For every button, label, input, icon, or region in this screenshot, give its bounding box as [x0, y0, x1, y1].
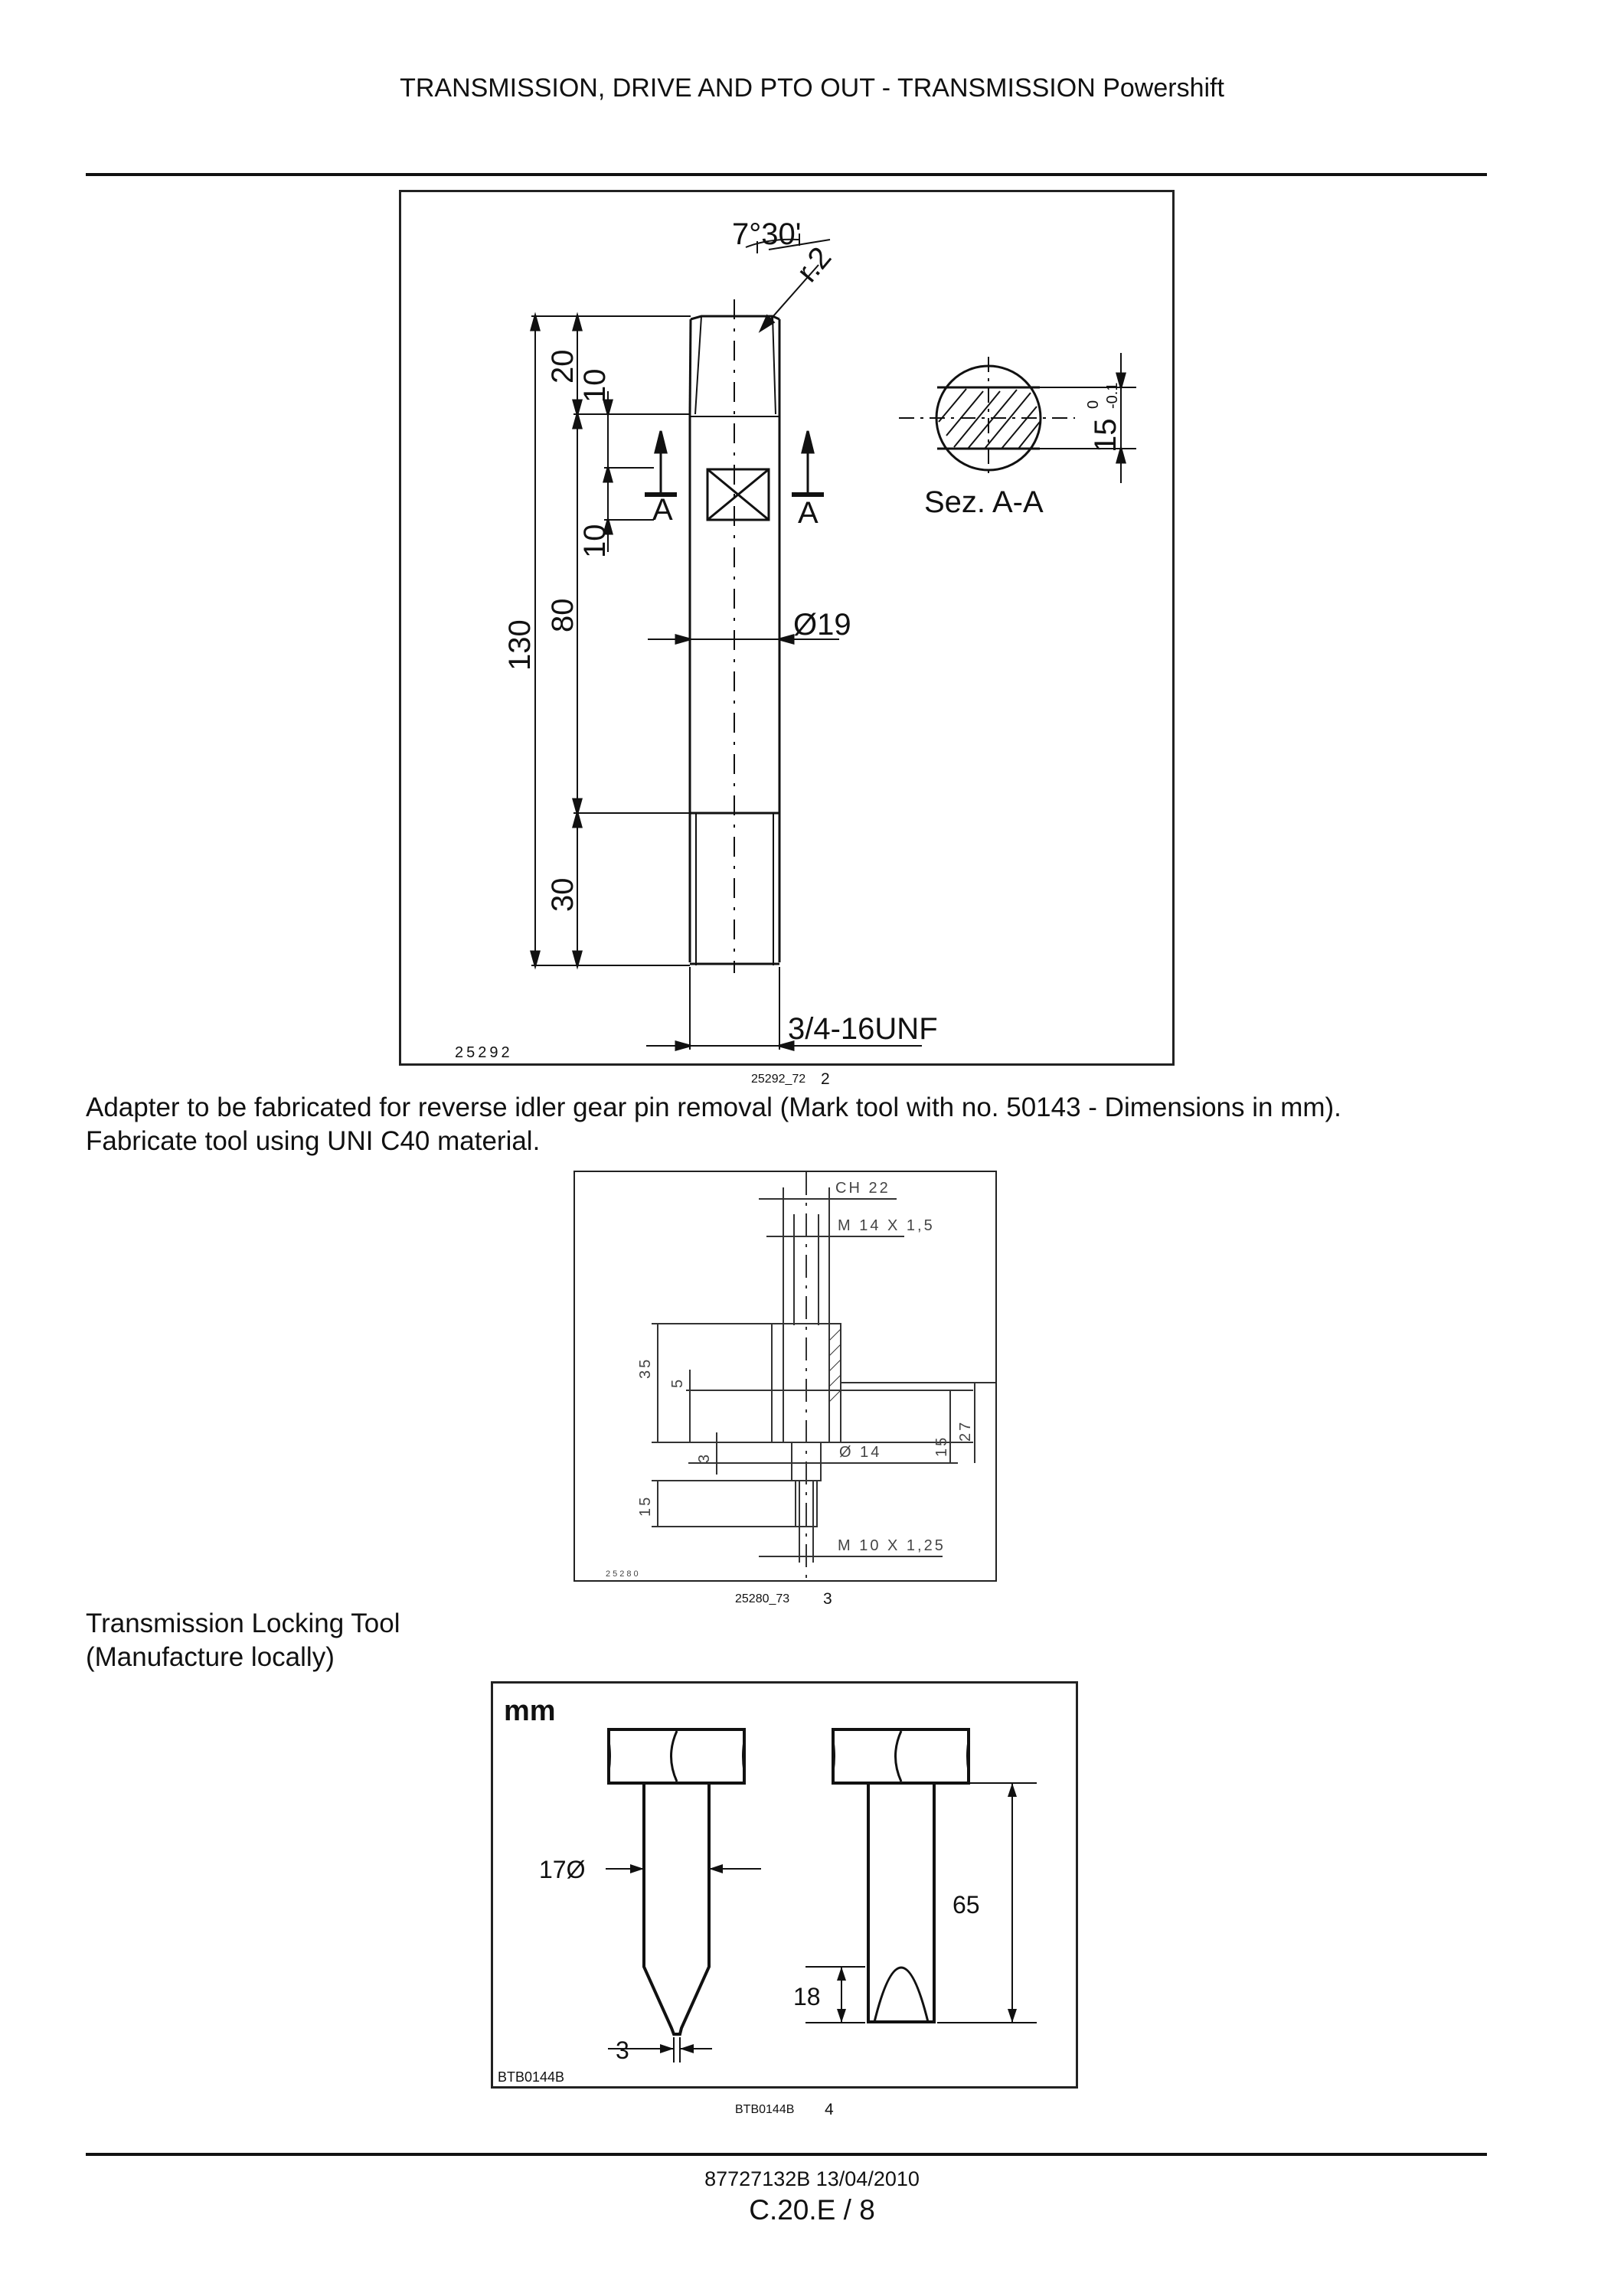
section-mark-right-label: A — [798, 496, 819, 530]
arrowhead — [709, 1864, 723, 1873]
unit-label: mm — [504, 1695, 556, 1727]
diameter-17-label: 17Ø — [539, 1856, 586, 1883]
header-rule — [86, 173, 1487, 176]
pin-tip-left — [690, 319, 691, 414]
arrowhead — [531, 952, 539, 965]
figure2-id-label: 25280 — [606, 1569, 641, 1579]
diameter-label: Ø19 — [793, 608, 851, 642]
dim-10-top-label: 10 — [578, 368, 612, 403]
section-mark-left-label: A — [652, 493, 673, 527]
arrowhead — [837, 1967, 846, 1981]
paragraph-locking-line2: (Manufacture locally) — [86, 1642, 335, 1672]
footer-doc-ref: 87727132B 13/04/2010 — [704, 2167, 920, 2190]
arrowhead — [1008, 1783, 1017, 1797]
arrowhead — [531, 316, 539, 330]
cut-arrowhead-right — [802, 431, 813, 452]
m14-label: M 14 X 1,5 — [838, 1217, 935, 1234]
paragraph-adapter-line2: Fabricate tool using UNI C40 material. — [86, 1126, 541, 1156]
arrowhead — [573, 316, 581, 330]
radius-label: r.2 — [790, 240, 838, 289]
taper-right — [773, 316, 776, 414]
section-tol-upper: 0 — [1085, 400, 1102, 409]
right-tool-shank — [868, 1783, 934, 2022]
figure-caption-number: 2 — [821, 1070, 830, 1088]
ch-label: CH 22 — [835, 1180, 890, 1197]
thread-label: 3/4-16UNF — [788, 1012, 938, 1046]
right-head-curve-3 — [968, 1741, 969, 1772]
page-header-title: TRANSMISSION, DRIVE AND PTO OUT - TRANSMISSION Powershift — [400, 73, 1224, 103]
dim-20-label: 20 — [546, 349, 580, 384]
arrowhead — [573, 414, 581, 428]
section-dim-label: 15 — [1089, 418, 1122, 452]
section-tol-lower: -0.1 — [1104, 382, 1121, 409]
dim-65-label: 65 — [953, 1891, 980, 1919]
footer-page-number: C.20.E / 8 — [749, 2194, 875, 2226]
right-tool-head — [833, 1729, 969, 1783]
arrowhead — [676, 635, 690, 643]
figure-id-label: 25292 — [455, 1044, 513, 1061]
footer-rule — [86, 2153, 1487, 2156]
dim-130-label: 130 — [503, 619, 537, 671]
dim-5-label: 5 — [669, 1377, 686, 1388]
dim-15-left-label: 15 — [637, 1494, 654, 1517]
nut-drawing-svg — [575, 1172, 995, 1580]
arrowhead — [604, 468, 612, 482]
arrowhead — [573, 952, 581, 965]
cut-arrowhead-left — [655, 431, 666, 452]
arrowhead — [573, 813, 581, 827]
dim-35-label: 35 — [637, 1357, 654, 1379]
figure2-caption-number: 3 — [823, 1590, 832, 1608]
right-head-curve-2 — [896, 1731, 902, 1782]
section-title-label: Sez. A-A — [924, 485, 1044, 519]
left-tool-head — [609, 1729, 744, 1783]
arrowhead — [630, 1864, 644, 1873]
adapter-drawing-svg — [401, 192, 1172, 1063]
figure3-caption-code: BTB0144B — [735, 2103, 795, 2116]
dim-30-label: 30 — [546, 877, 580, 912]
dim-15-right-label: 15 — [933, 1435, 950, 1457]
dim-27-label: 27 — [957, 1419, 974, 1442]
paragraph-adapter-line1: Adapter to be fabricated for reverse idler gear pin removal (Mark tool with no. 50143 - Dimensions in mm). — [86, 1092, 1341, 1122]
left-head-curve-1 — [609, 1741, 610, 1772]
figure-adapter-drawing — [399, 190, 1175, 1066]
right-head-curve-1 — [833, 1741, 835, 1772]
m10-label: M 10 X 1,25 — [838, 1537, 946, 1554]
dim-80-label: 80 — [546, 598, 580, 632]
locking-tool-svg — [493, 1684, 1076, 2086]
figure3-caption-number: 4 — [825, 2101, 834, 2118]
dim-3-label: 3 — [696, 1452, 713, 1463]
right-tool-slot — [874, 1968, 928, 2022]
paragraph-locking-line1: Transmission Locking Tool — [86, 1609, 400, 1638]
dim-10-bottom-label: 10 — [578, 524, 612, 558]
figure-locking-tool — [491, 1681, 1078, 2089]
figure3-id-label: BTB0144B — [498, 2069, 565, 2085]
taper-left — [695, 316, 701, 414]
angle-label: 7°30' — [732, 217, 802, 251]
arrowhead — [837, 2009, 846, 2023]
left-head-curve-3 — [743, 1741, 745, 1772]
left-head-curve-2 — [671, 1731, 678, 1782]
dim-3-label: 3 — [616, 2036, 629, 2064]
arrowhead — [680, 2044, 694, 2053]
dim-18-label: 18 — [793, 1983, 821, 2010]
arrowhead — [779, 635, 793, 643]
figure-caption-code: 25292_72 — [751, 1073, 806, 1086]
figure-nut-drawing — [573, 1171, 997, 1582]
arrowhead — [676, 1042, 690, 1050]
diameter-14-label: Ø 14 — [839, 1444, 882, 1461]
arrowhead — [660, 2044, 674, 2053]
left-tool-shank — [644, 1783, 709, 2034]
figure2-caption-code: 25280_73 — [735, 1592, 790, 1605]
arrowhead — [1008, 2009, 1017, 2023]
